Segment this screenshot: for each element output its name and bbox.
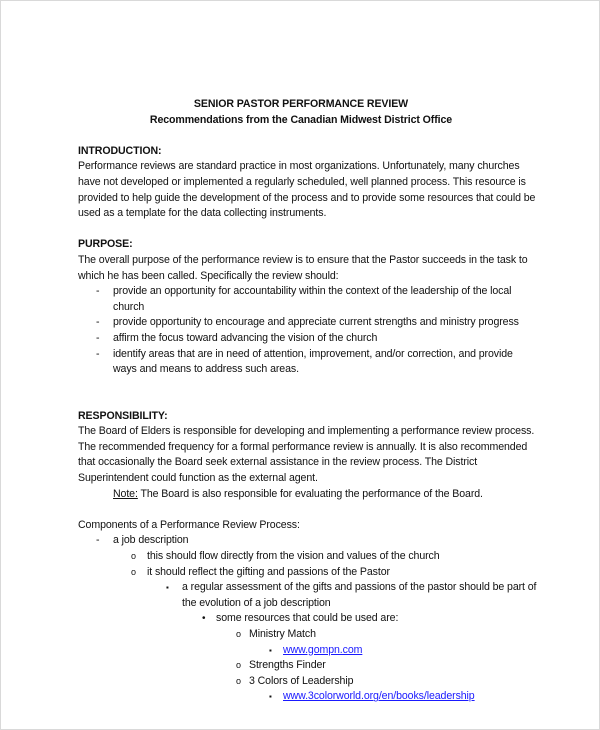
sub-item-text: it should reflect the gifting and passions of the Pastor xyxy=(147,565,390,578)
purpose-list-item xyxy=(78,331,538,347)
square-bullet-icon: ▪ xyxy=(269,692,272,702)
circle-bullet-icon: o xyxy=(236,660,241,671)
resource-name: Ministry Match xyxy=(249,628,316,640)
responsibility-heading: RESPONSIBILITY: xyxy=(78,409,168,422)
purpose-item-text: affirm the focus toward advancing the vision of the church xyxy=(113,331,378,344)
resource-name: 3 Colors of Leadership xyxy=(249,674,354,687)
gifting-detail-item xyxy=(78,580,538,611)
purpose-item-text: provide opportunity to encourage and appreciate current strengths and ministry progress xyxy=(113,316,519,329)
resource-item-ministry-match xyxy=(78,627,538,643)
job-description-text: a job description xyxy=(113,534,189,547)
square-bullet-icon: ▪ xyxy=(166,583,169,593)
components-intro: Components of a Performance Review Process: xyxy=(78,518,300,531)
purpose-heading: PURPOSE: xyxy=(78,238,133,251)
responsibility-note xyxy=(78,487,538,503)
circle-bullet-icon: o xyxy=(131,551,136,562)
resources-intro-text: some resources that could be used are: xyxy=(216,612,399,625)
job-description-sub-item xyxy=(78,565,538,581)
responsibility-body: The Board of Elders is responsible for developing and implementing a performance review process. The recommended frequency for a formal performance review is annually. It is also recommended that occasionally the Board seek external assistance in the review process. The District Superintendent could function as the external agent. xyxy=(78,425,535,485)
note-label: Note: xyxy=(113,487,138,500)
circle-bullet-icon: o xyxy=(236,675,241,686)
note-text: The Board is also responsible for evaluating the performance of the Board. xyxy=(137,487,483,500)
introduction-heading: INTRODUCTION: xyxy=(78,144,162,157)
resources-intro-item xyxy=(78,611,538,627)
resource-link-item xyxy=(78,689,538,705)
resource-item-strengths-finder xyxy=(78,658,538,674)
job-description-sub-item xyxy=(78,549,538,565)
square-bullet-icon: ▪ xyxy=(269,645,272,655)
section-components xyxy=(78,518,538,705)
purpose-body: The overall purpose of the performance review is to ensure that the Pastor succeeds in the task to which he has been called. Specifically the review should: xyxy=(78,253,528,282)
section-purpose xyxy=(78,237,538,377)
document-title: SENIOR PASTOR PERFORMANCE REVIEW xyxy=(193,98,409,110)
introduction-body: Performance reviews are standard practice in most organizations. Unfortunately, many churches have not developed or implemented a regularly scheduled, well planned process. This resource is provided to help guide the development of the process and to provide some resources that could be used as a template for the data collecting instruments. xyxy=(78,160,536,220)
purpose-item-text: provide an opportunity for accountability within the context of the leadership of the local church xyxy=(113,285,512,313)
components-item-job-description xyxy=(78,533,538,549)
purpose-list-item xyxy=(78,347,538,378)
purpose-list-item xyxy=(78,284,538,315)
circle-bullet-icon: o xyxy=(131,566,136,577)
dash-bullet-icon: - xyxy=(96,316,100,329)
purpose-list-item xyxy=(78,315,538,331)
section-responsibility xyxy=(78,409,538,503)
dash-bullet-icon: - xyxy=(96,534,100,547)
section-introduction xyxy=(78,144,538,222)
gompn-link[interactable]: www.gompn.com xyxy=(283,643,363,656)
resource-item-3-colors xyxy=(78,674,538,690)
sub-item-text: this should flow directly from the vision and values of the church xyxy=(147,550,440,563)
round-bullet-icon: • xyxy=(202,613,206,625)
document-title-block xyxy=(78,97,524,128)
purpose-item-text: identify areas that are in need of attention, improvement, and/or correction, and provide ways and means to address such areas. xyxy=(113,347,513,376)
document-body xyxy=(78,97,538,705)
3colorworld-link[interactable]: www.3colorworld.org/en/books/leadership xyxy=(283,690,475,703)
circle-bullet-icon: o xyxy=(236,629,241,639)
dash-bullet-icon: - xyxy=(96,347,100,360)
resource-name: Strengths Finder xyxy=(249,659,326,672)
dash-bullet-icon: - xyxy=(96,331,100,344)
resource-link-item xyxy=(78,643,538,659)
gifting-detail-text: a regular assessment of the gifts and passions of the pastor should be part of the evolution of a job description xyxy=(182,581,537,609)
dash-bullet-icon: - xyxy=(96,285,100,298)
document-subtitle: Recommendations from the Canadian Midwest District Office xyxy=(149,113,453,126)
